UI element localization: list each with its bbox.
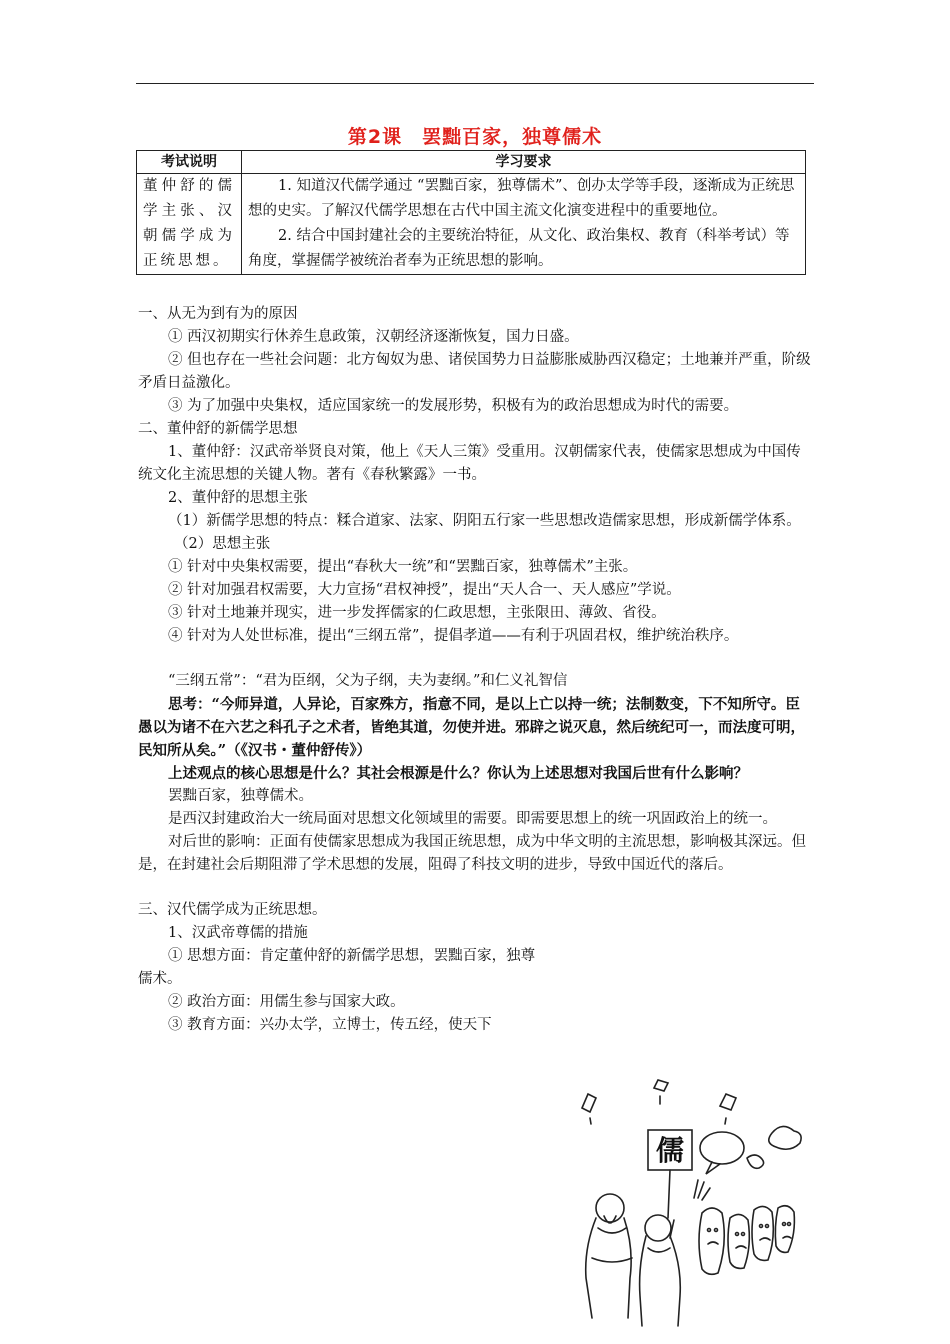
requirement-1: 1. 知道汉代儒学通过 “罢黜百家，独尊儒术”、创办太学等手段，逐渐成为正统思想的史实。了解汉代儒学思想在古代中国主流文化演变进程中的重要地位。 — [248, 178, 795, 219]
requirements-cell — [242, 174, 806, 275]
section-1-item-3: ③ 为了加强中央集权，适应国家统一的发展形势，积极有为的政治思想成为时代的需要。 — [168, 398, 739, 414]
section-3-item-3: ③ 教育方面：兴办太学，立博士，传五经，使天下 — [168, 1017, 492, 1033]
table-header-requirements: 学习要求 — [242, 151, 806, 174]
section-2-item-3: ③ 针对土地兼并现实，进一步发挥儒家的仁政思想，主张限田、薄敛、省役。 — [168, 605, 666, 621]
section-1-item-2: ② 但也存在一些社会问题：北方匈奴为患、诸侯国势力日益膨胀威胁西汉稳定；土地兼并严重，阶级矛盾日益激化。 — [138, 352, 811, 391]
section-2-para-2: 2、董仲舒的思想主张 — [168, 490, 308, 506]
exam-note-cell: 董仲舒的儒学主张、汉朝儒学成为正统思想。 — [137, 174, 242, 275]
answer-3: 对后世的影响：正面有使儒家思想成为我国正统思想，成为中华文明的主流思想，影响极其深远。但是，在封建社会后期阻滞了学术思想的发展，阻碍了科技文明的进步，导致中国近代的落后。 — [138, 834, 806, 873]
section-3-heading: 三、汉代儒学成为正统思想。 — [138, 902, 327, 918]
header-rule — [136, 83, 814, 84]
table-header-exam: 考试说明 — [137, 151, 242, 174]
cartoon-sign-text: 儒 — [655, 1134, 685, 1167]
requirements-table — [136, 150, 806, 275]
answer-1: 罢黜百家，独尊儒术。 — [168, 788, 313, 804]
lesson-body — [138, 303, 814, 1037]
think-question: 上述观点的核心思想是什么？其社会根源是什么？你认为上述思想对我国后世有什么影响？ — [168, 765, 748, 782]
think-quote: 思考：“今师异道，人异论，百家殊方，指意不同，是以上亡以持一统；法制数变，下不知所守。臣愚以为诸不在六艺之科孔子之术者，皆绝其道，勿使并进。邪辟之说灭息，然后统纪可一，而法度可明，民知所从矣。”（《汉书・董仲舒传》） — [138, 696, 805, 759]
requirement-2: 2. 结合中国封建社会的主要统治特征，从文化、政治集权、教育（科举考试）等角度，掌握儒学被统治者奉为正统思想的影响。 — [248, 228, 790, 269]
section-2-para-1: 1、董仲舒：汉武帝举贤良对策，他上《天人三策》受重用。汉朝儒家代表，使儒家思想成为中国传统文化主流思想的关键人物。著有《春秋繁露》一书。 — [138, 444, 801, 483]
section-3-para-1: 1、汉武帝尊儒的措施 — [168, 925, 308, 941]
section-3-item-1: ① 思想方面：肯定董仲舒的新儒学思想，罢黜百家，独尊儒术。 — [138, 948, 536, 987]
section-2-para-4: （2）思想主张 — [174, 536, 271, 552]
section-1-item-1: ① 西汉初期实行休养生息政策，汉朝经济逐渐恢复，国力日盛。 — [168, 329, 579, 345]
lesson-title: 第2课 罢黜百家，独尊儒术 — [347, 126, 603, 148]
confucian-cartoon-illustration — [562, 1078, 812, 1330]
section-2-item-2: ② 针对加强君权需要，大力宣扬“君权神授”，提出“天人合一、天人感应”学说。 — [168, 582, 681, 598]
section-1-heading: 一、从无为到有为的原因 — [138, 306, 298, 322]
answer-2: 是西汉封建政治大一统局面对思想文化领域里的需要。即需要思想上的统一巩固政治上的统一。 — [168, 811, 777, 827]
section-3-item-2: ② 政治方面：用儒生参与国家大政。 — [168, 994, 405, 1010]
section-2-item-4: ④ 针对为人处世标准，提出“三纲五常”，提倡孝道——有利于巩固君权，维护统治秩序。 — [168, 628, 739, 644]
section-2-heading: 二、董仲舒的新儒学思想 — [138, 421, 298, 437]
section-2-para-3: （1）新儒学思想的特点：糅合道家、法家、阴阳五行家一些思想改造儒家思想，形成新儒学体系。 — [168, 513, 801, 529]
section-2-item-1: ① 针对中央集权需要，提出“春秋大一统”和“罢黜百家，独尊儒术”主张。 — [168, 559, 638, 575]
sangang-definition: “三纲五常”：“君为臣纲，父为子纲，夫为妻纲。”和仁义礼智信 — [168, 673, 568, 689]
